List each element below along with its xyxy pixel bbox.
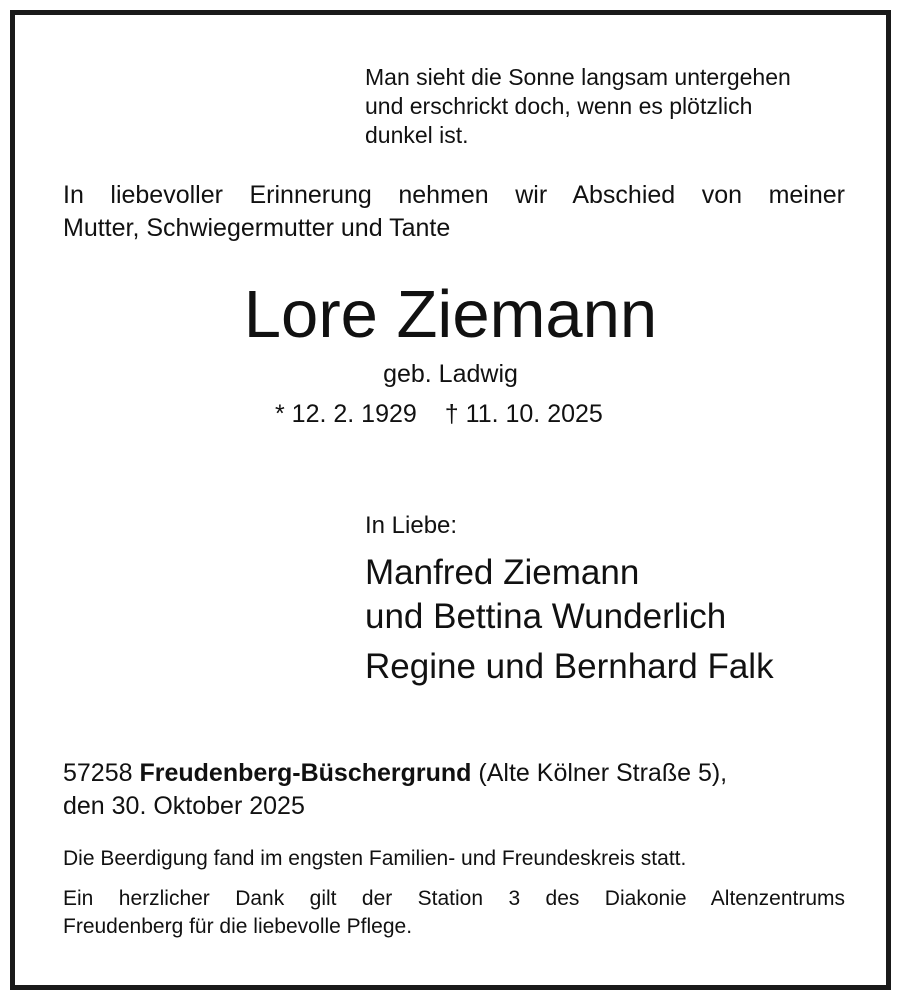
mourner-name: Manfred Ziemann	[365, 553, 640, 592]
birth-name: geb. Ladwig	[383, 360, 518, 388]
notice-date: den 30. Oktober 2025	[63, 792, 305, 820]
birth-date: * 12. 2. 1929	[275, 400, 417, 428]
address-line	[63, 757, 727, 790]
thanks-line: Freudenberg für die liebevolle Pflege.	[63, 915, 413, 938]
address-block	[63, 757, 727, 823]
life-dates	[275, 399, 603, 429]
funeral-note: Die Beerdigung fand im engsten Familien- und Freundeskreis statt.	[63, 847, 687, 870]
poem-line: dunkel ist.	[365, 122, 469, 148]
mourner-name: und Bettina Wunderlich	[365, 597, 727, 636]
death-date: † 11. 10. 2025	[444, 400, 603, 428]
poem-line: Man sieht die Sonne langsam untergehen	[365, 64, 791, 90]
deceased-name: Lore Ziemann	[243, 277, 658, 352]
mourners-heading: In Liebe:	[365, 512, 458, 539]
obituary-notice	[10, 10, 891, 990]
postcode: 57258	[63, 759, 133, 787]
poem-quote	[365, 63, 791, 150]
thanks-note	[63, 885, 845, 941]
intro-text	[63, 179, 845, 245]
town-name: Freudenberg-Büschergrund	[139, 759, 472, 787]
thanks-line: Ein herzlicher Dank gilt der Station 3 des Diakonie Altenzentrums	[63, 887, 845, 910]
street: (Alte Kölner Straße 5),	[478, 759, 728, 787]
intro-line: Mutter, Schwiegermutter und Tante	[63, 214, 451, 242]
poem-line: und erschrickt doch, wenn es plötzlich	[365, 93, 753, 119]
mourner-name: Regine und Bernhard Falk	[365, 647, 774, 686]
intro-line: In liebevoller Erinnerung nehmen wir Abschied von meiner	[63, 181, 845, 209]
